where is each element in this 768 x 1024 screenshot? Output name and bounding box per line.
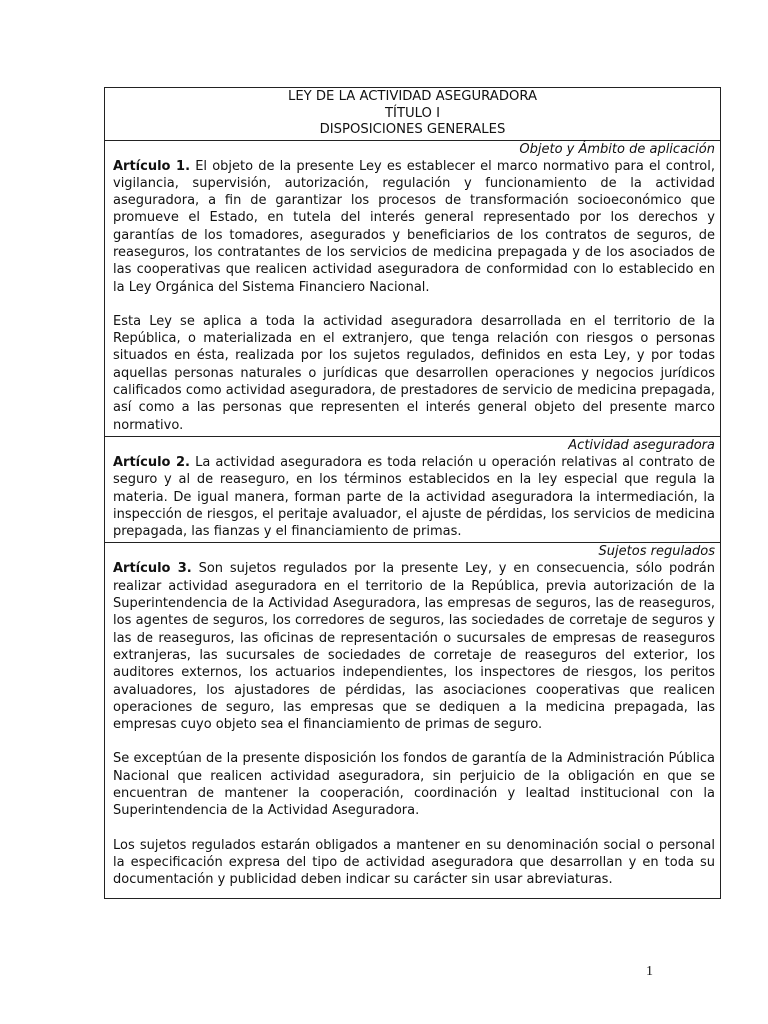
document-header <box>105 88 720 141</box>
article-2-text-1: La actividad aseguradora es toda relación u operación relativas al contrato de seguro y al de reaseguro, en los términos establecidos en la ley especial que regula la materia. De igual manera, forman parte de la actividad aseguradora la intermediación, la inspección de riesgos, el peritaje avaluador, el ajuste de pérdidas, los servicios de medicina prepagada, las fianzas y el financiamiento de primas. <box>113 454 715 540</box>
article-1-text-1: El objeto de la presente Ley es establecer el marco normativo para el control, vigilancia, supervisión, autorización, regulación y funcionamiento de la actividad aseguradora, a fin de garantizar los procesos de transformación socioeconómico que promueve el Estado, en tutela del interés general representado por los derechos y garantías de los tomadores, asegurados y beneficiarios de los contratos de seguros, de reaseguros, los contratantes de los servicios de medicina prepagada y de los asociados de las cooperativas que realicen actividad aseguradora de conformidad con lo establecido en la Ley Orgánica del Sistema Financiero Nacional. <box>113 158 715 295</box>
article-1-label: Artículo 1. <box>113 158 191 174</box>
article-3-section <box>105 543 720 898</box>
law-title: LEY DE LA ACTIVIDAD ASEGURADORA <box>287 89 538 104</box>
article-2-paragraph-1 <box>113 454 715 540</box>
article-2-section <box>105 437 720 543</box>
article-3-text-1: Son sujetos regulados por la presente Ley, y en consecuencia, sólo podrán realizar actividad aseguradora en el territorio de la República, previa autorización de la Superintendencia de la Actividad Aseguradora, las empresas de seguros, las de reaseguros, los agentes de seguros, los corredores de seguros, las sociedades de corretaje de seguros y las de reaseguros, las oficinas de representación o sucursales de empresas de reaseguros extranjeras, las sucursales de sociedades de corretaje de reaseguros del exterior, los auditores externos, los actuarios independientes, los inspectores de riesgos, los peritos avaluadores, los ajustadores de pérdidas, las asociaciones cooperativas que realicen operaciones de seguro, las empresas que se dediquen a la medicina prepagada, las empresas cuyo objeto sea el financiamiento de primas de seguro. <box>113 561 715 733</box>
title-number: TÍTULO I <box>385 105 440 121</box>
page-number: 1 <box>646 964 653 979</box>
law-document-table <box>104 87 721 899</box>
article-3-paragraph-3: Los sujetos regulados estarán obligados a mantener en su denominación social o personal la especificación expresa del tipo de actividad aseguradora que desarrollan y en toda su documentación y publicidad deben indicar su carácter sin usar abreviaturas. <box>113 837 715 888</box>
article-2-label: Artículo 2. <box>113 454 190 470</box>
article-3-paragraph-2: Se exceptúan de la presente disposición los fondos de garantía de la Administración Pública Nacional que realicen actividad aseguradora, sin perjuicio de la obligación en que se encuentran de mantener la cooperación, coordinación y lealtad institucional con la Superintendencia de la Actividad Aseguradora. <box>113 751 715 819</box>
article-1-paragraph-1 <box>113 158 715 296</box>
article-3-label: Artículo 3. <box>113 561 192 577</box>
article-1-paragraph-2: Esta Ley se aplica a toda la actividad aseguradora desarrollada en el territorio de la República, o materializada en el extranjero, que tenga relación con riesgos o personas situados en ésta, realizada por los sujetos regulados, definidos en esta Ley, y por todas aquellas personas naturales o jurídicas que desarrollen operaciones y negocios jurídicos calificados como actividad aseguradora, de prestadores de servicio de medicina prepagada, así como a las personas que representen el interés general objeto del presente marco normativo. <box>113 313 715 433</box>
article-3-heading: Sujetos regulados <box>598 544 715 560</box>
article-3-paragraph-1 <box>113 560 715 733</box>
article-1-section <box>105 141 720 437</box>
article-1-heading: Objeto y Ámbito de aplicación <box>519 141 715 157</box>
title-name: DISPOSICIONES GENERALES <box>319 122 506 137</box>
article-2-heading: Actividad aseguradora <box>568 437 715 453</box>
